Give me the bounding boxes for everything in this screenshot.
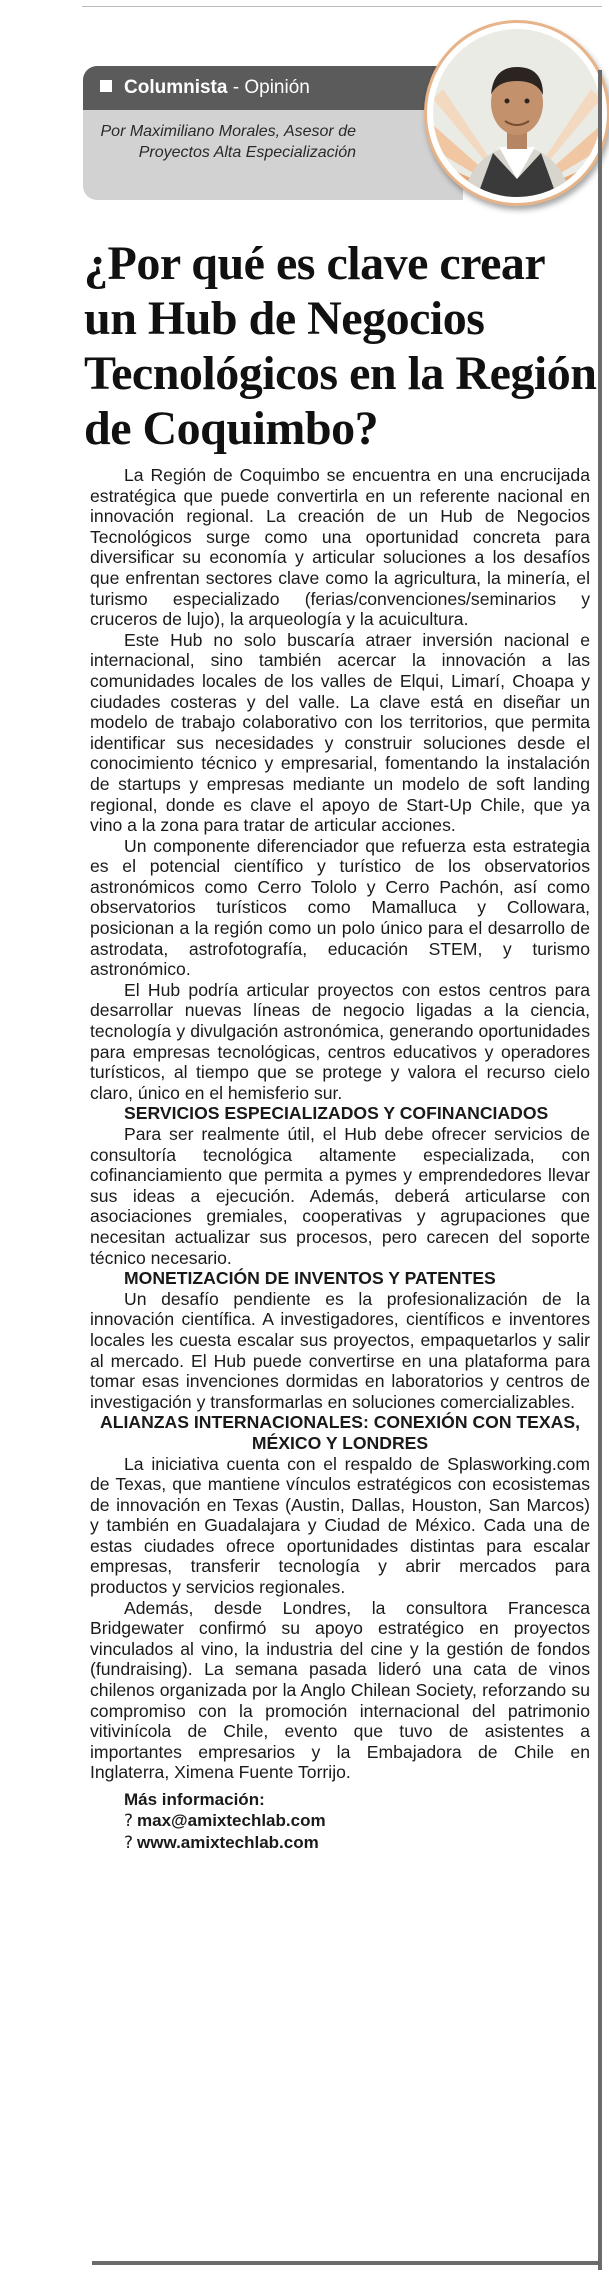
body-paragraph: Este Hub no solo buscaría atraer inversión nacional e internacional, sino también acercar la innovación a las comunidades locales de los valles de Elqui, Limarí, Choapa y ciudades costeras y del valle. La clave está en diseñar un modelo de trabajo colaborativo con los territorios, que permita identificar sus necesidades y construir soluciones desde el conocimiento técnico y empresarial, fomentando la instalación de startups y empresas mediante un modelo de soft landing regional, donde es clave el apoyo de Start-Up Chile, que ya vino a la zona para tratar de articular acciones. (90, 629, 590, 836)
author-portrait-image (433, 29, 601, 197)
bottom-border-rule (92, 2261, 602, 2265)
subhead-servicios: SERVICIOS ESPECIALIZADOS Y COFINANCIADOS (124, 1103, 549, 1124)
article-body (90, 465, 590, 1854)
globe-icon: ? (124, 1833, 134, 1853)
byline (90, 121, 356, 163)
byline-line-2: Proyectos Alta Especialización (138, 144, 356, 161)
contact-email[interactable]: max@amixtechlab.com (137, 1811, 326, 1830)
section-kicker: Columnista (124, 77, 228, 98)
body-paragraph: Además, desde Londres, la consultora Francesca Bridgewater confirmó su apoyo estratégico en proyectos vinculados al vino, la industria del cine y la gestión de fondos (fundraising). La semana pasada lideró una cata de vinos chilenos organizada por la Anglo Chilean Society, reforzando su compromiso con la promoción internacional del patrimonio vitivinícola de Chile, evento que tuvo de asistentes a importantes empresarios y la Embajadora de Chile en Inglaterra, Ximena Fuente Torrijo. (90, 1597, 590, 1783)
body-paragraph: La iniciativa cuenta con el respaldo de Splasworking.com de Texas, que mantiene vínculos estratégicos con ecosistemas de innovación en Texas (Austin, Dallas, Houston, San Marcos) y también en Guadalajara y Ciudad de México. Cada una de estas ciudades ofrece oportunidades distintas para escalar empresas, transferir tecnología y abrir mercados para productos y servicios regionales. (90, 1453, 590, 1598)
subhead-alianzas: ALIANZAS INTERNACIONALES: CONEXIÓN CON TEXAS, MÉXICO Y LONDRES (100, 1412, 580, 1453)
more-info-label: Más información: (124, 1790, 265, 1809)
author-photo (433, 29, 601, 197)
body-paragraph: Un desafío pendiente es la profesionalización de la innovación científica. A investigadores, científicos e inventores locales les cuesta escalar sus proyectos, empaquetarlos y salir al mercado. El Hub puede convertirse en una plataforma para tomar esas invenciones dormidas en laboratorios y centros de investigación y transformarlas en soluciones comercializables. (90, 1288, 590, 1412)
article-headline: ¿Por qué es clave crear un Hub de Negocios Tecnológicos en la Región de Coquimbo? (84, 237, 597, 455)
body-paragraph: El Hub podría articular proyectos con estos centros para desarrollar nuevas líneas de negocio ligadas a la ciencia, tecnología y divulgación astronómica, generando oportunidades para empresas tecnológicas, centros educativos y operadores turísticos, al tiempo que se protege y valora el recurso cielo claro, único en el hemisferio sur. (90, 979, 590, 1103)
right-border-rule (598, 70, 602, 2270)
top-rule (82, 6, 602, 7)
body-paragraph: La Región de Coquimbo se encuentra en una encrucijada estratégica que puede convertirla en un referente nacional en innovación regional. La creación de un Hub de Negocios Tecnológicos surge como una oportunidad concreta para diversificar su economía y articular soluciones a los desafíos que enfrentan sectores clave como la agricultura, la minería, el turismo especializado (ferias/convenciones/seminarios y cruceros de lujo), la arqueología y la acuicultura. (90, 465, 590, 630)
subhead-monetizacion: MONETIZACIÓN DE INVENTOS Y PATENTES (124, 1268, 496, 1289)
email-icon: ? (124, 1811, 134, 1831)
section-separator: - (227, 77, 245, 98)
body-paragraph: Un componente diferenciador que refuerza esta estrategia es el potencial científico y turístico de los observatorios astronómicos como Cerro Tololo y Cerro Pachón, así como observatorios turísticos como Mamalluca y Collowara, posicionan a la región como un polo único para el desarrollo de astrodata, astrofotografía, educación STEM, y turismo astronómico. (90, 835, 590, 980)
body-paragraph: Para ser realmente útil, el Hub debe ofrecer servicios de consultoría tecnológica altamente especializada, con cofinanciamiento que permita a pymes y emprendedores llevar sus ideas a ejecución. Además, deberá articularse con asociaciones gremiales, cooperativas y agrupaciones que necesitan actualizar sus procesos, pero carecen del soporte técnico necesario. (90, 1124, 590, 1268)
contact-website-row (124, 1832, 590, 1854)
contact-block (90, 1789, 590, 1854)
byline-line-1: Por Maximiliano Morales, Asesor de (100, 123, 356, 140)
contact-website[interactable]: www.amixtechlab.com (137, 1833, 319, 1852)
square-bullet-icon (100, 80, 112, 92)
section-tag (100, 77, 310, 99)
author-photo-frame (424, 20, 609, 206)
contact-email-row (124, 1810, 590, 1832)
section-name: Opinión (244, 77, 310, 98)
